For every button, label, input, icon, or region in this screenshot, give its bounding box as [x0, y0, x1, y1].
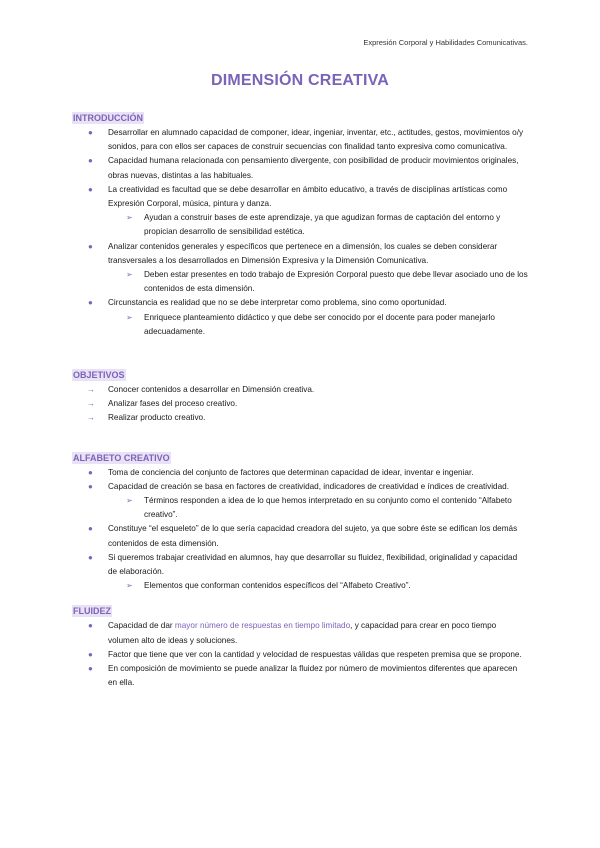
sub-item-text: Deben estar presentes en todo trabajo de Expresión Corporal puesto que debe llevar asociado uno de los contenidos de esta dimensión.	[144, 270, 528, 294]
list-item	[72, 126, 528, 154]
bullet-icon: ●	[88, 184, 93, 194]
bullet-icon: ●	[88, 241, 93, 251]
list-item-text: Toma de conciencia del conjunto de factores que determinan capacidad de idear, inventar e ingeniar.	[108, 467, 474, 477]
list-item	[72, 240, 528, 268]
sub-item-text: Términos responden a idea de lo que hemos interpretado en su conjunto como el contenido “Alfabeto creativo”.	[144, 496, 512, 520]
list-item-text-after: , y capacidad para crear en poco tiempo volumen alto de ideas y soluciones.	[108, 621, 497, 645]
bullet-icon: ●	[88, 552, 93, 562]
list-item-text-before: Capacidad de dar	[108, 621, 175, 631]
list-item	[72, 397, 528, 411]
sub-item-text: Elementos que conforman contenidos específicos del “Alfabeto Creativo”.	[144, 581, 411, 591]
list-item-text: La creatividad es facultad que se debe desarrollar en ámbito educativo, a través de disciplinas artísticas como Expresión Corporal, música, pintura y danza.	[108, 184, 508, 209]
list-item-text: Desarrollar en alumnado capacidad de componer, idear, ingeniar, inventar, etc., actitudes, gestos, movimientos o/y sonidos, para con ellos ser capaces de construir secuencias con finalidad tanto expresiva como comunicativa.	[108, 128, 524, 152]
section-heading: ALFABETO CREATIVO	[73, 452, 170, 463]
arrow-right-icon: →	[87, 399, 95, 409]
sub-list-item	[72, 579, 528, 593]
bullet-icon: ●	[88, 156, 93, 166]
list-item	[72, 522, 528, 550]
arrowhead-icon: ➢	[126, 581, 133, 591]
document-title: DIMENSIÓN CREATIVA	[210, 72, 390, 89]
list-item-text: Circunstancia es realidad que no se debe interpretar como problema, sino como oportunidad.	[108, 298, 447, 308]
sub-item-text: Enriquece planteamiento didáctico y que debe ser conocido por el docente para poder manejarlo adecuadamente.	[144, 312, 495, 336]
arrow-right-icon: →	[87, 413, 95, 423]
list-item-text: Capacidad humana relacionada con pensamiento divergente, con posibilidad de producir movimientos originales, obras nuevas, distintas a las habituales.	[108, 156, 519, 180]
section-heading: OBJETIVOS	[73, 370, 125, 381]
list-item	[72, 551, 528, 579]
arrowhead-icon: ➢	[126, 496, 133, 506]
section-introduccion	[72, 108, 528, 339]
list-item-text: Capacidad de creación se basa en factores de creatividad, indicadores de creatividad e índices de creatividad.	[108, 481, 509, 491]
section-fluidez	[72, 601, 528, 690]
section-alfabeto-creativo	[72, 448, 528, 594]
list-item	[72, 296, 528, 310]
section-objetivos	[72, 365, 528, 426]
list-item-text: Si queremos trabajar creatividad en alumnos, hay que desarrollar su fluidez, flexibilidad, originalidad y capacidad de elaboración.	[108, 552, 518, 577]
list-item	[72, 466, 528, 480]
list-item-text: Analizar contenidos generales y específicos que pertenece en a dimensión, los cuales se deben considerar transversales a los desarrollados en Dimensión Expresiva y la Dimensión Comunicativa.	[108, 241, 498, 265]
list-item	[72, 662, 528, 690]
document-body	[72, 108, 528, 691]
sub-list-item	[72, 311, 528, 339]
list-item	[72, 154, 528, 182]
list-item	[72, 480, 528, 494]
section-heading: INTRODUCCIÓN	[73, 113, 143, 123]
highlighted-text: mayor número de respuestas en tiempo limitado	[174, 621, 351, 631]
intro-list	[72, 126, 528, 339]
arrowhead-icon: ➢	[126, 312, 133, 322]
bullet-icon: ●	[88, 524, 93, 534]
bullet-icon: ●	[88, 128, 93, 137]
list-item	[72, 383, 528, 397]
sub-item-text: Ayudan a construir bases de este aprendizaje, ya que agudizan formas de captación del entorno y propician desarrollo de sensibilidad estética.	[144, 213, 501, 237]
arrowhead-icon: ➢	[126, 270, 133, 280]
sub-list-item	[72, 268, 528, 296]
arrow-right-icon: →	[87, 385, 95, 395]
objetivos-list	[72, 383, 528, 426]
bullet-icon: ●	[88, 467, 93, 477]
header-note: Expresión Corporal y Habilidades Comunicativas.	[363, 38, 528, 47]
section-heading: FLUIDEZ	[73, 606, 111, 617]
sub-list-item	[72, 494, 528, 522]
bullet-icon: ●	[88, 649, 93, 659]
arrowhead-icon: ➢	[126, 213, 133, 223]
list-item-text: En composición de movimiento se puede analizar la fluidez por número de movimientos diferentes que aparecen en ella.	[108, 664, 518, 688]
bullet-icon: ●	[88, 621, 93, 631]
list-item-text: Factor que tiene que ver con la cantidad y velocidad de respuestas válidas que respeten premisa que se propone.	[108, 649, 522, 659]
list-item	[72, 619, 528, 647]
list-item	[72, 183, 528, 211]
alfabeto-list	[72, 466, 528, 594]
bullet-icon: ●	[88, 481, 93, 491]
list-item-text: Conocer contenidos a desarrollar en Dimensión creativa.	[108, 385, 315, 395]
list-item-text: Analizar fases del proceso creativo.	[108, 399, 238, 409]
bullet-icon: ●	[88, 664, 93, 674]
list-item-text: Realizar producto creativo.	[108, 413, 206, 423]
list-item	[72, 648, 528, 662]
list-item	[72, 411, 528, 425]
fluidez-list	[72, 619, 528, 690]
bullet-icon: ●	[88, 298, 93, 308]
list-item-text: Constituye “el esqueleto” de lo que sería capacidad creadora del sujeto, ya que sobre éste se edifican los demás contenidos de esta dimensión.	[108, 524, 518, 548]
sub-list-item	[72, 211, 528, 239]
